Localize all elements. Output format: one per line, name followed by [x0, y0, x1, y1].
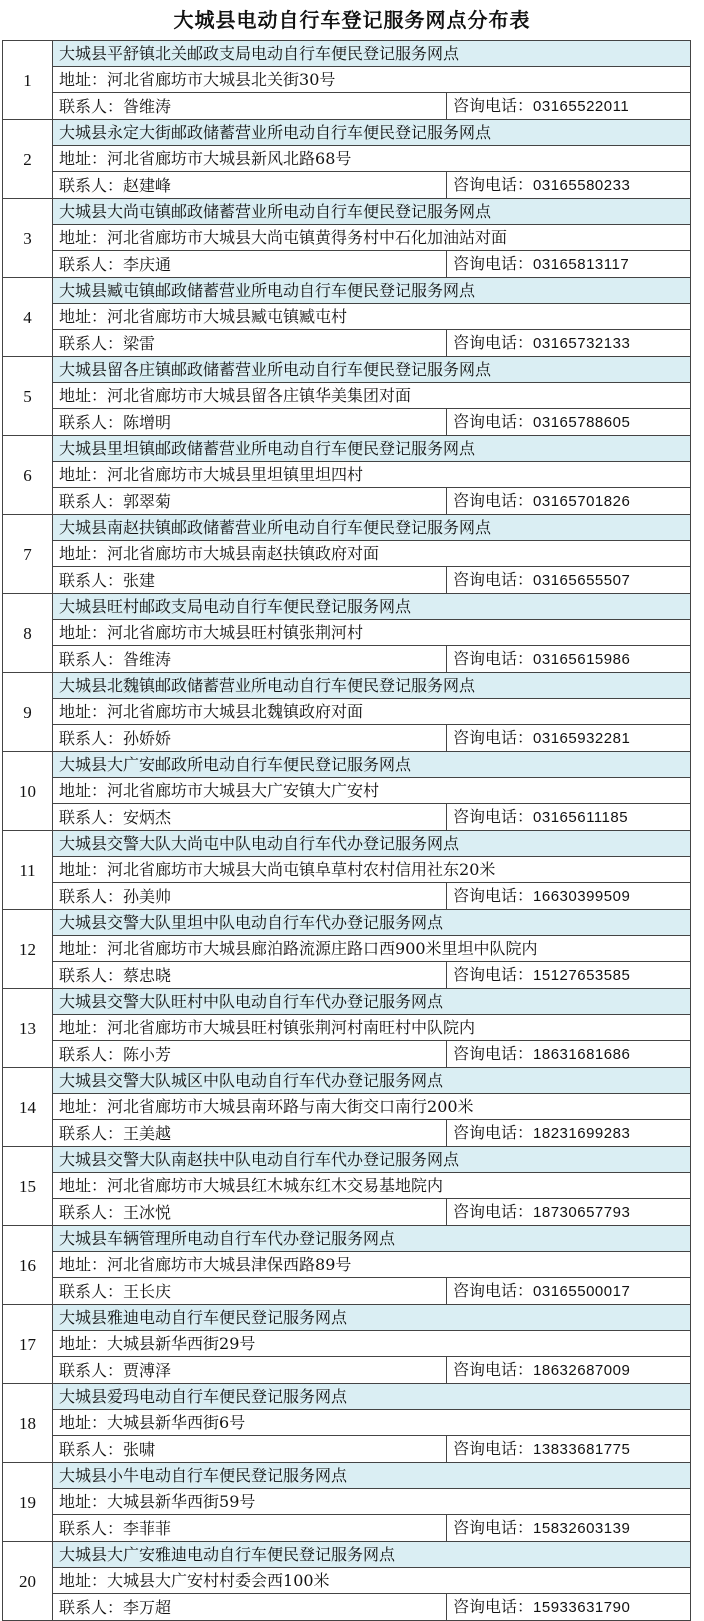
site-name: 大城县大广安雅迪电动自行车便民登记服务网点 [53, 1542, 691, 1568]
site-phone-cell [447, 646, 691, 673]
phone-label: 咨询电话： [453, 333, 534, 352]
site-phone: 03165701826 [533, 493, 631, 510]
site-phone: 18730657793 [533, 1204, 631, 1221]
contact-label: 联系人： [59, 1518, 124, 1538]
site-contact-cell [53, 1436, 447, 1463]
site-contact: 安炳杰 [123, 807, 172, 827]
site-address-cell [53, 699, 691, 725]
site-address: 河北省廊坊市大城县新风北路68号 [107, 149, 352, 168]
site-contact-cell [53, 646, 447, 673]
site-name-row [3, 1147, 691, 1173]
address-label: 地址： [59, 149, 108, 168]
sites-table-body [3, 41, 691, 1621]
site-address-cell [53, 936, 691, 962]
site-contact-cell [53, 567, 447, 594]
site-phone-cell [447, 1515, 691, 1542]
site-phone: 03165932281 [533, 730, 631, 747]
contact-label: 联系人： [59, 649, 124, 669]
site-contact-row [3, 1515, 691, 1542]
contact-label: 联系人： [59, 728, 124, 748]
site-contact: 昝维涛 [123, 649, 172, 669]
site-contact: 孙美帅 [123, 886, 172, 906]
site-address: 河北省廊坊市大城县津保西路89号 [107, 1255, 352, 1274]
site-number: 4 [3, 278, 53, 357]
site-phone-cell [447, 330, 691, 357]
site-contact-row [3, 488, 691, 515]
site-address-cell [53, 1489, 691, 1515]
site-address-row [3, 1252, 691, 1278]
site-name: 大城县留各庄镇邮政储蓄营业所电动自行车便民登记服务网点 [53, 357, 691, 383]
site-contact-cell [53, 409, 447, 436]
phone-label: 咨询电话： [453, 807, 534, 826]
site-contact: 贾溥泽 [123, 1360, 172, 1380]
site-contact-cell [53, 1515, 447, 1542]
site-address-row [3, 67, 691, 93]
site-address-cell [53, 304, 691, 330]
site-name-row [3, 357, 691, 383]
site-address: 河北省廊坊市大城县红木城东红木交易基地院内 [107, 1176, 444, 1195]
site-address-cell [53, 778, 691, 804]
site-phone-cell [447, 1278, 691, 1305]
site-number: 11 [3, 831, 53, 910]
site-name: 大城县臧屯镇邮政储蓄营业所电动自行车便民登记服务网点 [53, 278, 691, 304]
contact-label: 联系人： [59, 491, 124, 511]
address-label: 地址： [59, 1571, 108, 1590]
site-phone-cell [447, 1594, 691, 1621]
site-address: 河北省廊坊市大城县北魏镇政府对面 [107, 702, 364, 721]
site-phone-cell [447, 1041, 691, 1068]
site-address-cell [53, 67, 691, 93]
address-label: 地址： [59, 939, 108, 958]
contact-label: 联系人： [59, 1123, 124, 1143]
site-address: 大城县新华西街29号 [107, 1334, 256, 1353]
site-phone-cell [447, 1199, 691, 1226]
site-name-row [3, 41, 691, 67]
site-address: 河北省廊坊市大城县里坦镇里坦四村 [107, 465, 364, 484]
contact-label: 联系人： [59, 886, 124, 906]
site-number: 18 [3, 1384, 53, 1463]
site-name: 大城县车辆管理所电动自行车代办登记服务网点 [53, 1226, 691, 1252]
site-contact-cell [53, 330, 447, 357]
address-label: 地址： [59, 1097, 108, 1116]
sheet-title: 大城县电动自行车登记服务网点分布表 [173, 8, 531, 32]
site-phone: 15933631790 [533, 1599, 631, 1616]
site-contact: 陈增明 [123, 412, 172, 432]
site-contact-row [3, 1199, 691, 1226]
site-address: 河北省廊坊市大城县北关街30号 [107, 70, 336, 89]
site-number: 9 [3, 673, 53, 752]
site-address-cell [53, 462, 691, 488]
site-contact: 赵建峰 [123, 175, 172, 195]
site-address-row [3, 304, 691, 330]
site-name-row [3, 831, 691, 857]
site-contact-cell [53, 1120, 447, 1147]
site-contact: 蔡忠晓 [123, 965, 172, 985]
site-name-row [3, 436, 691, 462]
site-contact-row [3, 251, 691, 278]
phone-label: 咨询电话： [453, 1597, 534, 1616]
site-number: 15 [3, 1147, 53, 1226]
site-contact-row [3, 725, 691, 752]
site-name: 大城县雅迪电动自行车便民登记服务网点 [53, 1305, 691, 1331]
site-contact: 王美越 [123, 1123, 172, 1143]
site-contact: 梁雷 [123, 333, 156, 353]
site-name-row [3, 515, 691, 541]
site-address: 河北省廊坊市大城县大尚屯镇黄得务村中石化加油站对面 [107, 228, 508, 247]
site-contact-row [3, 1357, 691, 1384]
site-name: 大城县爱玛电动自行车便民登记服务网点 [53, 1384, 691, 1410]
site-address-cell [53, 1410, 691, 1436]
site-phone: 03165500017 [533, 1283, 631, 1300]
site-phone-cell [447, 567, 691, 594]
phone-label: 咨询电话： [453, 1439, 534, 1458]
contact-label: 联系人： [59, 1360, 124, 1380]
site-address-cell [53, 225, 691, 251]
site-address-cell [53, 1015, 691, 1041]
contact-label: 联系人： [59, 254, 124, 274]
site-phone-cell [447, 488, 691, 515]
site-address-cell [53, 1094, 691, 1120]
phone-label: 咨询电话： [453, 1360, 534, 1379]
site-contact-row [3, 962, 691, 989]
site-address-row [3, 778, 691, 804]
address-label: 地址： [59, 307, 108, 326]
address-label: 地址： [59, 1018, 108, 1037]
site-contact: 王长庆 [123, 1281, 172, 1301]
site-address: 河北省廊坊市大城县旺村镇张荆河村 [107, 623, 364, 642]
site-phone-cell [447, 1436, 691, 1463]
site-address-row [3, 541, 691, 567]
site-contact: 李万超 [123, 1597, 172, 1617]
site-address-cell [53, 1173, 691, 1199]
site-phone-cell [447, 962, 691, 989]
contact-label: 联系人： [59, 96, 124, 116]
phone-label: 咨询电话： [453, 886, 534, 905]
site-contact: 李菲菲 [123, 1518, 172, 1538]
site-phone-cell [447, 172, 691, 199]
address-label: 地址： [59, 1255, 108, 1274]
site-name-row [3, 278, 691, 304]
site-address: 大城县新华西街59号 [107, 1492, 256, 1511]
site-contact-cell [53, 488, 447, 515]
address-label: 地址： [59, 1413, 108, 1432]
site-address-row [3, 383, 691, 409]
site-contact-cell [53, 1278, 447, 1305]
site-address-row [3, 146, 691, 172]
site-contact-cell [53, 1199, 447, 1226]
site-name: 大城县大广安邮政所电动自行车便民登记服务网点 [53, 752, 691, 778]
site-contact-cell [53, 1357, 447, 1384]
site-number: 14 [3, 1068, 53, 1147]
contact-label: 联系人： [59, 175, 124, 195]
site-contact: 张建 [123, 570, 156, 590]
site-name: 大城县里坦镇邮政储蓄营业所电动自行车便民登记服务网点 [53, 436, 691, 462]
site-address-row [3, 1568, 691, 1594]
address-label: 地址： [59, 860, 108, 879]
site-name-row [3, 1384, 691, 1410]
site-name-row [3, 199, 691, 225]
site-address-cell [53, 857, 691, 883]
site-phone: 18631681686 [533, 1046, 631, 1063]
site-number: 1 [3, 41, 53, 120]
phone-label: 咨询电话： [453, 1518, 534, 1537]
address-label: 地址： [59, 465, 108, 484]
site-contact: 昝维涛 [123, 96, 172, 116]
site-phone-cell [447, 409, 691, 436]
contact-label: 联系人： [59, 570, 124, 590]
address-label: 地址： [59, 1492, 108, 1511]
site-contact-cell [53, 883, 447, 910]
site-contact-row [3, 1041, 691, 1068]
site-name: 大城县大尚屯镇邮政储蓄营业所电动自行车便民登记服务网点 [53, 199, 691, 225]
phone-label: 咨询电话： [453, 491, 534, 510]
site-name: 大城县交警大队南赵扶中队电动自行车代办登记服务网点 [53, 1147, 691, 1173]
site-contact: 郭翠菊 [123, 491, 172, 511]
site-name-row [3, 910, 691, 936]
phone-label: 咨询电话： [453, 96, 534, 115]
site-address-row [3, 225, 691, 251]
site-name: 大城县北魏镇邮政储蓄营业所电动自行车便民登记服务网点 [53, 673, 691, 699]
site-number: 8 [3, 594, 53, 673]
address-label: 地址： [59, 544, 108, 563]
site-address-row [3, 1094, 691, 1120]
site-phone: 16630399509 [533, 888, 631, 905]
site-contact-row [3, 409, 691, 436]
site-number: 17 [3, 1305, 53, 1384]
site-contact-row [3, 567, 691, 594]
site-address-cell [53, 383, 691, 409]
site-address-cell [53, 1252, 691, 1278]
site-phone: 03165732133 [533, 335, 631, 352]
site-contact: 孙娇娇 [123, 728, 172, 748]
site-name-row [3, 120, 691, 146]
site-name-row [3, 1542, 691, 1568]
site-number: 7 [3, 515, 53, 594]
site-contact-cell [53, 725, 447, 752]
site-name-row [3, 594, 691, 620]
site-phone: 18231699283 [533, 1125, 631, 1142]
site-phone: 03165580233 [533, 177, 631, 194]
site-name: 大城县交警大队里坦中队电动自行车代办登记服务网点 [53, 910, 691, 936]
site-number: 20 [3, 1542, 53, 1621]
site-contact: 王冰悦 [123, 1202, 172, 1222]
site-phone: 15832603139 [533, 1520, 631, 1537]
address-label: 地址： [59, 781, 108, 800]
site-contact: 陈小芳 [123, 1044, 172, 1064]
site-phone-cell [447, 93, 691, 120]
address-label: 地址： [59, 228, 108, 247]
phone-label: 咨询电话： [453, 965, 534, 984]
address-label: 地址： [59, 1334, 108, 1353]
site-contact-cell [53, 251, 447, 278]
site-phone-cell [447, 883, 691, 910]
site-contact-cell [53, 962, 447, 989]
site-contact-cell [53, 804, 447, 831]
site-address-cell [53, 1568, 691, 1594]
address-label: 地址： [59, 1176, 108, 1195]
phone-label: 咨询电话： [453, 728, 534, 747]
site-number: 2 [3, 120, 53, 199]
site-phone: 03165611185 [533, 809, 629, 826]
site-phone-cell [447, 804, 691, 831]
phone-label: 咨询电话： [453, 1044, 534, 1063]
site-address-row [3, 462, 691, 488]
site-name: 大城县永定大街邮政储蓄营业所电动自行车便民登记服务网点 [53, 120, 691, 146]
site-phone: 03165522011 [533, 98, 630, 115]
site-contact-cell [53, 1041, 447, 1068]
phone-label: 咨询电话： [453, 254, 534, 273]
site-address-cell [53, 620, 691, 646]
phone-label: 咨询电话： [453, 175, 534, 194]
contact-label: 联系人： [59, 1202, 124, 1222]
site-address-row [3, 857, 691, 883]
site-contact-row [3, 646, 691, 673]
phone-label: 咨询电话： [453, 1202, 534, 1221]
site-name-row [3, 1068, 691, 1094]
site-name: 大城县交警大队城区中队电动自行车代办登记服务网点 [53, 1068, 691, 1094]
site-phone-cell [447, 1357, 691, 1384]
contact-label: 联系人： [59, 807, 124, 827]
address-label: 地址： [59, 70, 108, 89]
site-phone-cell [447, 251, 691, 278]
site-contact-row [3, 883, 691, 910]
site-contact-row [3, 172, 691, 199]
site-name: 大城县交警大队大尚屯中队电动自行车代办登记服务网点 [53, 831, 691, 857]
site-number: 5 [3, 357, 53, 436]
site-address: 河北省廊坊市大城县南环路与南大街交口南行200米 [107, 1097, 474, 1116]
phone-label: 咨询电话： [453, 649, 534, 668]
contact-label: 联系人： [59, 1597, 124, 1617]
phone-label: 咨询电话： [453, 570, 534, 589]
site-name-row [3, 989, 691, 1015]
site-number: 3 [3, 199, 53, 278]
address-label: 地址： [59, 702, 108, 721]
site-number: 6 [3, 436, 53, 515]
site-address: 河北省廊坊市大城县臧屯镇臧屯村 [107, 307, 348, 326]
site-name-row [3, 1305, 691, 1331]
site-number: 12 [3, 910, 53, 989]
site-contact: 张啸 [123, 1439, 156, 1459]
site-phone: 03165655507 [533, 572, 631, 589]
site-address-cell [53, 541, 691, 567]
phone-label: 咨询电话： [453, 412, 534, 431]
site-address: 河北省廊坊市大城县南赵扶镇政府对面 [107, 544, 380, 563]
site-phone: 03165788605 [533, 414, 631, 431]
contact-label: 联系人： [59, 333, 124, 353]
site-address-row [3, 1173, 691, 1199]
site-address-row [3, 936, 691, 962]
phone-label: 咨询电话： [453, 1123, 534, 1142]
site-name-row [3, 1463, 691, 1489]
site-name-row [3, 752, 691, 778]
address-label: 地址： [59, 623, 108, 642]
site-contact-cell [53, 172, 447, 199]
contact-label: 联系人： [59, 1281, 124, 1301]
site-address-row [3, 1331, 691, 1357]
site-address-row [3, 620, 691, 646]
site-address: 河北省廊坊市大城县旺村镇张荆河村南旺村中队院内 [107, 1018, 476, 1037]
site-address: 河北省廊坊市大城县留各庄镇华美集团对面 [107, 386, 412, 405]
site-address: 大城县新华西街6号 [107, 1413, 246, 1432]
contact-label: 联系人： [59, 1044, 124, 1064]
site-contact-row [3, 1594, 691, 1621]
site-phone: 15127653585 [533, 967, 631, 984]
site-name-row [3, 673, 691, 699]
site-contact: 李庆通 [123, 254, 172, 274]
site-phone: 03165813117 [533, 256, 630, 273]
site-address-cell [53, 1331, 691, 1357]
site-phone: 03165615986 [533, 651, 631, 668]
site-phone: 13833681775 [533, 1441, 631, 1458]
address-label: 地址： [59, 386, 108, 405]
site-address: 河北省廊坊市大城县大广安镇大广安村 [107, 781, 380, 800]
site-phone-cell [447, 1120, 691, 1147]
contact-label: 联系人： [59, 412, 124, 432]
site-number: 16 [3, 1226, 53, 1305]
site-address: 河北省廊坊市大城县廊泊路流源庄路口西900米里坦中队院内 [107, 939, 538, 958]
site-address: 大城县大广安村村委会西100米 [107, 1571, 330, 1590]
site-number: 10 [3, 752, 53, 831]
site-contact-row [3, 330, 691, 357]
site-address-row [3, 1410, 691, 1436]
contact-label: 联系人： [59, 965, 124, 985]
site-contact-row [3, 93, 691, 120]
site-contact-row [3, 804, 691, 831]
site-contact-row [3, 1436, 691, 1463]
site-address-row [3, 1489, 691, 1515]
site-address-row [3, 699, 691, 725]
phone-label: 咨询电话： [453, 1281, 534, 1300]
site-name: 大城县小牛电动自行车便民登记服务网点 [53, 1463, 691, 1489]
contact-label: 联系人： [59, 1439, 124, 1459]
site-name-row [3, 1226, 691, 1252]
site-name: 大城县旺村邮政支局电动自行车便民登记服务网点 [53, 594, 691, 620]
site-contact-cell [53, 93, 447, 120]
site-number: 19 [3, 1463, 53, 1542]
site-contact-row [3, 1120, 691, 1147]
site-name: 大城县南赵扶镇邮政储蓄营业所电动自行车便民登记服务网点 [53, 515, 691, 541]
site-address-cell [53, 146, 691, 172]
site-number: 13 [3, 989, 53, 1068]
sites-table [2, 40, 691, 1621]
site-contact-row [3, 1278, 691, 1305]
site-name: 大城县交警大队旺村中队电动自行车代办登记服务网点 [53, 989, 691, 1015]
site-contact-cell [53, 1594, 447, 1621]
site-phone: 18632687009 [533, 1362, 631, 1379]
site-address-row [3, 1015, 691, 1041]
site-phone-cell [447, 725, 691, 752]
site-name: 大城县平舒镇北关邮政支局电动自行车便民登记服务网点 [53, 41, 691, 67]
site-address: 河北省廊坊市大城县大尚屯镇阜草村农村信用社东20米 [107, 860, 496, 879]
